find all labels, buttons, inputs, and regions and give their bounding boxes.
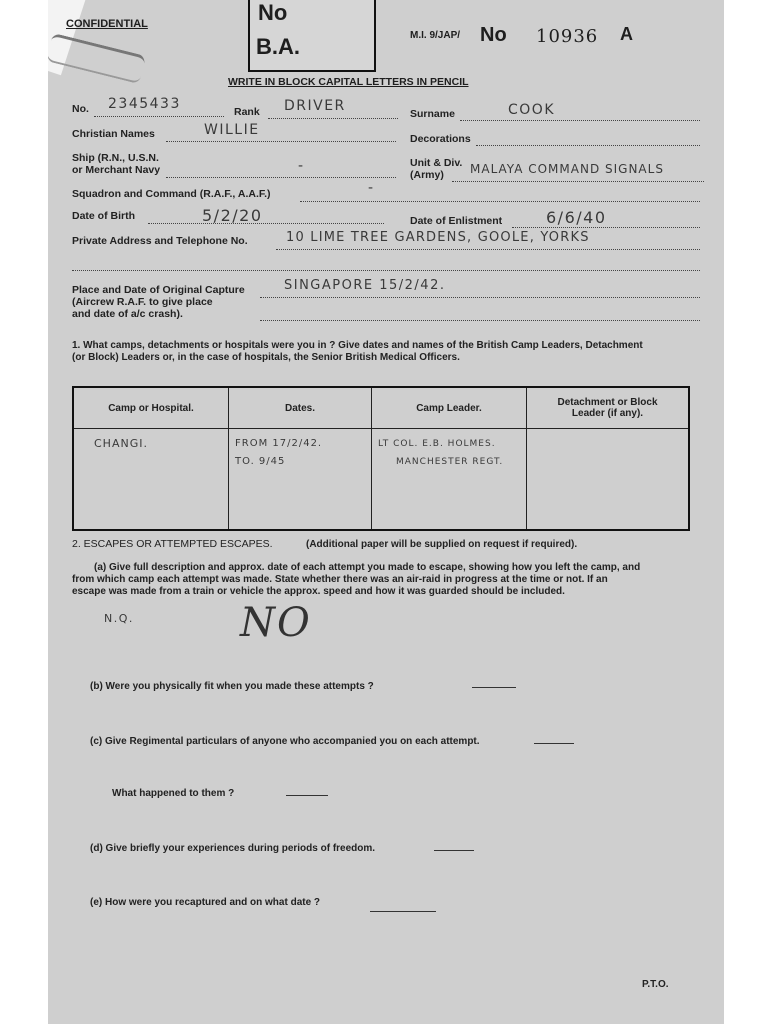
- dob-label: Date of Birth: [72, 210, 135, 222]
- surname-line: [460, 120, 700, 121]
- enlist-label: Date of Enlistment: [410, 215, 503, 227]
- cell-dates: [229, 429, 372, 531]
- christian-label: Christian Names: [72, 128, 155, 140]
- form-page: [48, 0, 724, 1024]
- capture-line-2: [260, 320, 700, 321]
- ship-value: -: [298, 158, 305, 174]
- surname-value: COOK: [508, 102, 555, 118]
- nq-mark: N.Q.: [104, 612, 134, 625]
- ship-label-1: Ship (R.N., U.S.N.: [72, 152, 159, 164]
- unit-label-1: Unit & Div.: [410, 157, 463, 169]
- leader-value-1: LT COL. E.B. HOLMES.: [378, 439, 496, 449]
- address-line: [276, 249, 700, 250]
- capture-line: [260, 297, 700, 298]
- question-d: (d) Give briefly your experiences during periods of freedom.: [90, 843, 376, 854]
- decorations-label: Decorations: [410, 133, 471, 145]
- enlist-line: [512, 227, 700, 228]
- dash-d: [434, 850, 474, 851]
- dates-value-1: FROM 17/2/42.: [235, 438, 323, 449]
- capture-label-3: and date of a/c crash).: [72, 308, 183, 320]
- dash-e: [370, 911, 436, 912]
- question-e: (e) How were you recaptured and on what date ?: [90, 897, 321, 908]
- camp-value: CHANGI.: [94, 437, 148, 450]
- col-dates: Dates.: [229, 387, 372, 429]
- section2-a-3: escape was made from a train or vehicle the approx. speed and how it was guarded should be included.: [72, 586, 565, 597]
- section1-text-1: 1. What camps, detachments or hospitals were you in ? Give dates and names of the British Camp Leaders, Detachment: [72, 340, 643, 351]
- section2-a-1: (a) Give full description and approx. date of each attempt you made to escape, showing how you left the camp, and: [94, 562, 641, 573]
- section2-a-2: from which camp each attempt was made. State whether there was an air-raid in progress at the time or not. If an: [72, 574, 608, 585]
- tag-string: [48, 33, 146, 84]
- christian-line: [166, 141, 396, 142]
- no-value: 2345433: [108, 96, 181, 112]
- leader-value-2: MANCHESTER REGT.: [396, 457, 504, 467]
- squadron-label: Squadron and Command (R.A.F., A.A.F.): [72, 188, 271, 200]
- rank-line: [268, 118, 398, 119]
- ship-label-2: or Merchant Navy: [72, 164, 161, 176]
- capture-label-1: Place and Date of Original Capture: [72, 284, 245, 296]
- rank-value: DRIVER: [284, 98, 346, 114]
- camps-table: [72, 386, 690, 531]
- squadron-line: [300, 201, 700, 202]
- no-label: No.: [72, 103, 89, 115]
- dash-c2: [286, 795, 328, 796]
- dash-b: [472, 687, 516, 688]
- form-letter: A: [620, 24, 633, 44]
- address-label: Private Address and Telephone No.: [72, 235, 248, 247]
- question-b: (b) Were you physically fit when you made these attempts ?: [90, 681, 374, 692]
- cell-camp: [73, 429, 229, 531]
- cell-detachment: [527, 429, 690, 531]
- section1-text-2: (or Block) Leaders or, in the case of hospitals, the Senior British Medical Officers.: [72, 352, 460, 363]
- squadron-value: -: [368, 180, 375, 196]
- dash-c: [534, 743, 574, 744]
- pto-label: P.T.O.: [642, 979, 669, 990]
- section2-note: (Additional paper will be supplied on request if required).: [306, 539, 578, 550]
- col-camp: Camp or Hospital.: [73, 387, 229, 429]
- form-no-label: No: [480, 24, 507, 46]
- instruction-heading: WRITE IN BLOCK CAPITAL LETTERS IN PENCIL: [228, 76, 469, 88]
- unit-value: MALAYA COMMAND SIGNALS: [470, 162, 664, 176]
- no-line: [94, 116, 224, 117]
- unit-line: [452, 181, 704, 182]
- christian-value: WILLIE: [204, 122, 260, 138]
- dob-value: 5/2/20: [202, 206, 263, 225]
- enlist-value: 6/6/40: [546, 208, 607, 227]
- ship-line: [166, 177, 396, 178]
- unit-label-2: (Army): [410, 169, 444, 181]
- table-row: [73, 429, 689, 531]
- capture-label-2: (Aircrew R.A.F. to give place: [72, 296, 213, 308]
- surname-label: Surname: [410, 108, 455, 120]
- stamp-no: No: [258, 0, 288, 25]
- question-c2: What happened to them ?: [112, 788, 235, 799]
- capture-value: SINGAPORE 15/2/42.: [284, 278, 446, 293]
- answer-no: NO: [240, 600, 312, 646]
- stamp-ba: B.A.: [256, 34, 300, 59]
- form-number: 10936: [536, 26, 599, 47]
- cell-leader: [372, 429, 527, 531]
- col-detachment: Detachment or Block Leader (if any).: [527, 387, 690, 429]
- confidential-label: CONFIDENTIAL: [66, 18, 148, 30]
- address-line-2: [72, 270, 700, 271]
- section2-heading: 2. ESCAPES OR ATTEMPTED ESCAPES.: [72, 538, 273, 550]
- col-leader: Camp Leader.: [372, 387, 527, 429]
- form-ref: M.I. 9/JAP/: [410, 30, 461, 41]
- address-value: 10 LIME TREE GARDENS, GOOLE, YORKS: [286, 230, 590, 245]
- dob-line: [148, 223, 384, 224]
- decorations-line: [476, 145, 700, 146]
- question-c: (c) Give Regimental particulars of anyone who accompanied you on each attempt.: [90, 736, 480, 747]
- rank-label: Rank: [234, 106, 260, 118]
- dates-value-2: TO. 9/45: [235, 456, 286, 467]
